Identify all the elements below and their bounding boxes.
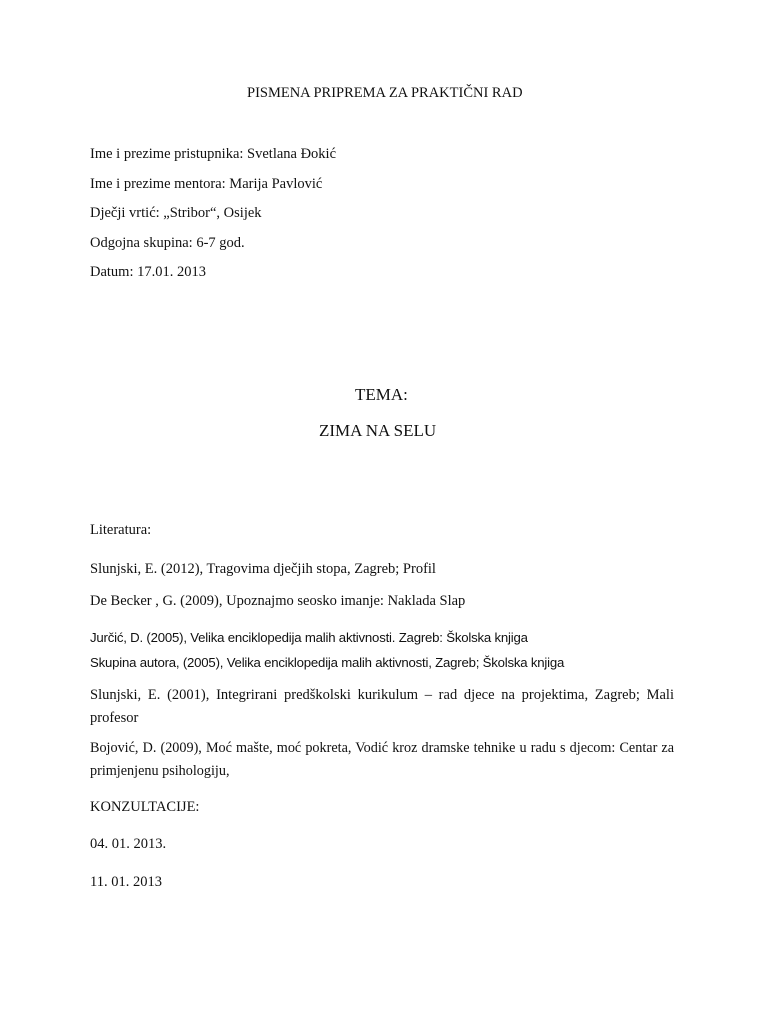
literature-item: Skupina autora, (2005), Velika enciklopedija malih aktivnosti, Zagreb; Školska knjiga bbox=[90, 655, 565, 670]
group-line: Odgojna skupina: 6-7 god. bbox=[90, 235, 245, 251]
mentor-name-line: Ime i prezime mentora: Marija Pavlović bbox=[90, 176, 323, 192]
document-title: PISMENA PRIPREMA ZA PRAKTIČNI RAD bbox=[247, 85, 523, 101]
literature-item: Slunjski, E. (2012), Tragovima dječjih stopa, Zagreb; Profil bbox=[90, 561, 436, 577]
consultation-date: 04. 01. 2013. bbox=[90, 836, 167, 852]
literature-item: Jurčić, D. (2005), Velika enciklopedija malih aktivnosti. Zagreb: Školska knjiga bbox=[90, 630, 528, 645]
student-name-line: Ime i prezime pristupnika: Svetlana Đokić bbox=[90, 146, 337, 162]
date-line: Datum: 17.01. 2013 bbox=[90, 264, 206, 280]
kindergarten-line: Dječji vrtić: „Stribor“, Osijek bbox=[90, 205, 262, 221]
consultation-date: 11. 01. 2013 bbox=[90, 874, 162, 890]
topic-label: TEMA: bbox=[355, 385, 408, 404]
consultations-heading: KONZULTACIJE: bbox=[90, 799, 200, 815]
literature-item: De Becker , G. (2009), Upoznajmo seosko imanje: Naklada Slap bbox=[90, 593, 466, 609]
literature-heading: Literatura: bbox=[90, 522, 152, 538]
literature-item: Bojović, D. (2009), Moć mašte, moć pokreta, Vodić kroz dramske tehnike u radu s djecom: Centar za primjenjenu psihologiju, bbox=[90, 740, 674, 779]
topic-value: ZIMA NA SELU bbox=[319, 421, 437, 440]
literature-item: Slunjski, E. (2001), Integrirani predškolski kurikulum – rad djece na projektima, Zagreb; Mali profesor bbox=[90, 687, 674, 726]
